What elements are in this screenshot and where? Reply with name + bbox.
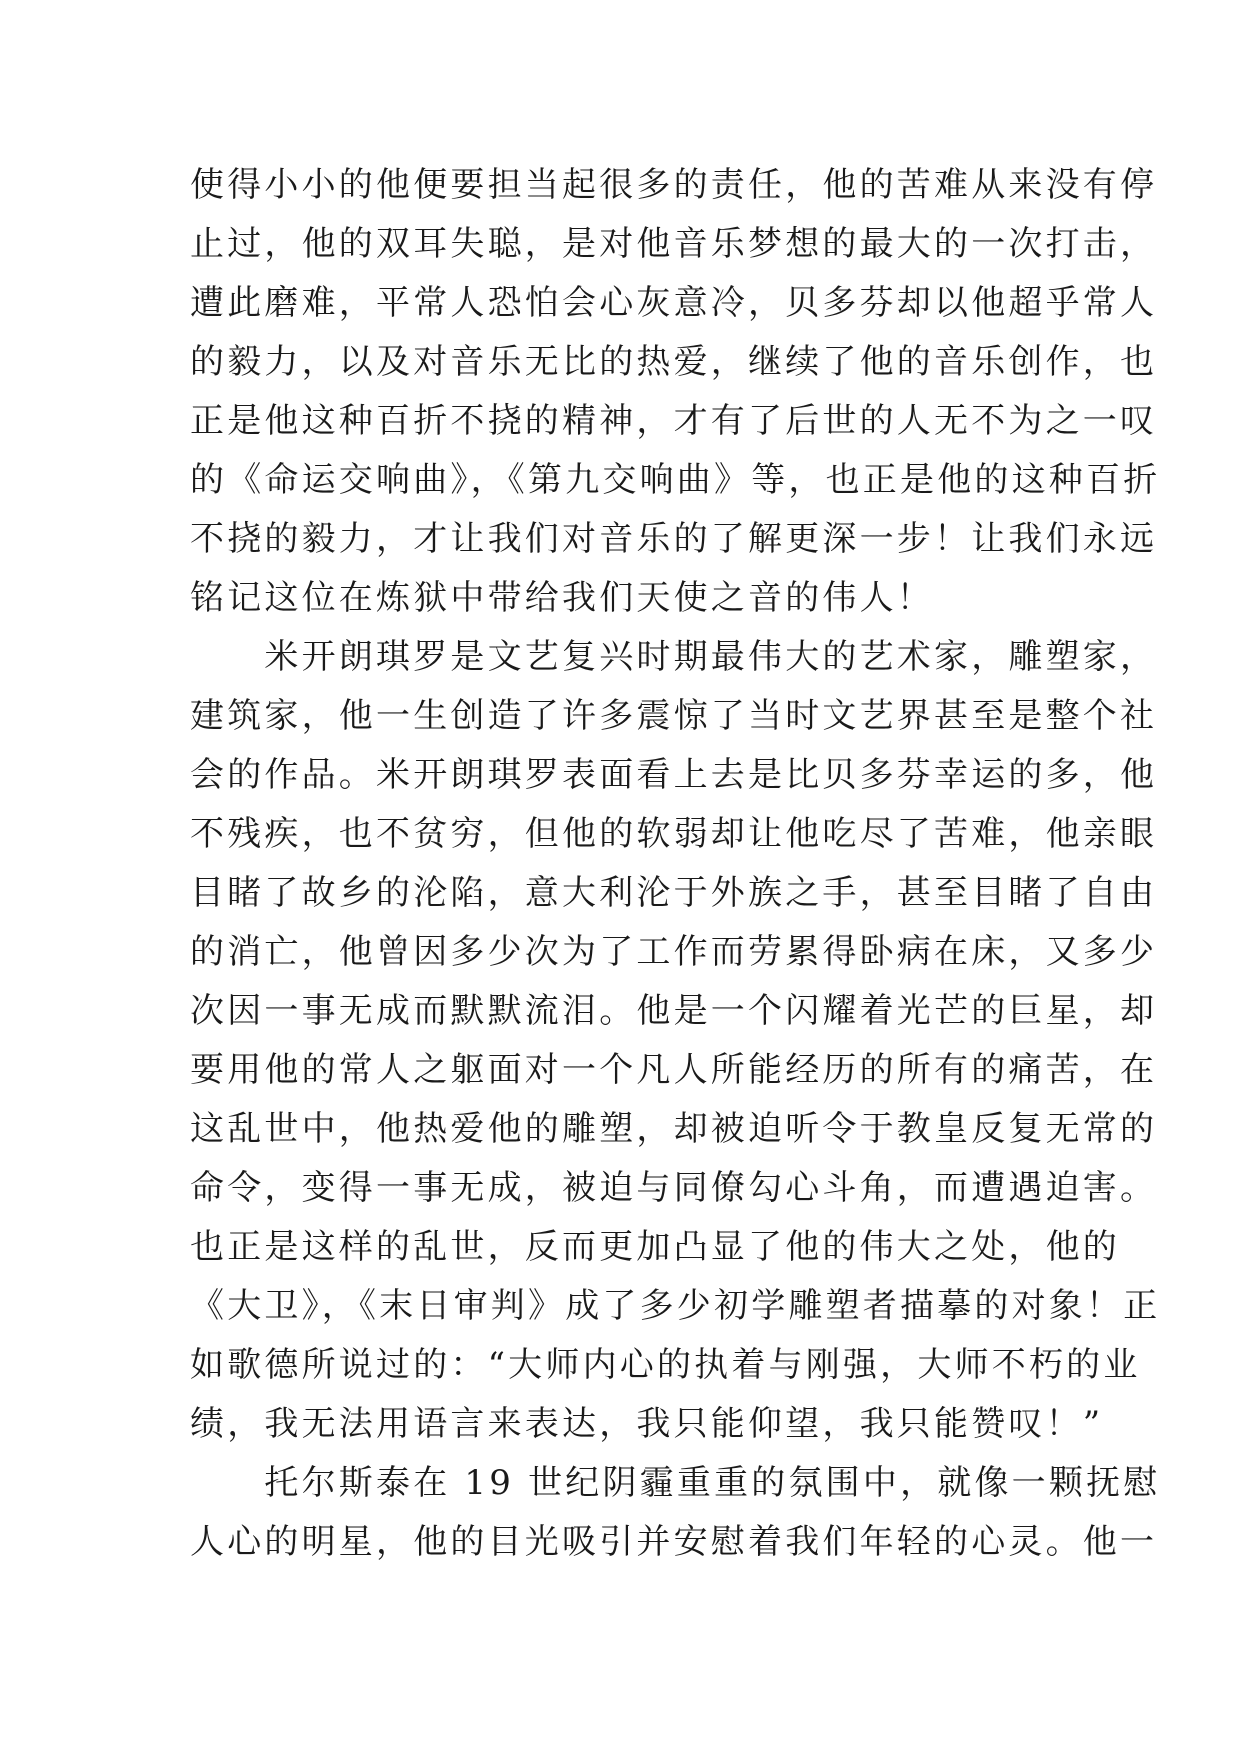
text-line: 止过，他的双耳失聪，是对他音乐梦想的最大的一次打击， [190, 224, 1158, 264]
text-line: 遭此磨难，平常人恐怕会心灰意冷，贝多芬却以他超乎常人 [190, 283, 1158, 323]
text-line: 使得小小的他便要担当起很多的责任，他的苦难从来没有停 [190, 165, 1158, 205]
body-text [190, 156, 1161, 1572]
text-line: 不残疾，也不贫穷，但他的软弱却让他吃尽了苦难，他亲眼 [190, 814, 1158, 854]
text-line: 绩，我无法用语言来表达，我只能仰望，我只能赞叹！” [190, 1404, 1104, 1444]
text-line: 也正是这样的乱世，反而更加凸显了他的伟大之处，他的 [190, 1227, 1120, 1267]
text-line: 不挠的毅力，才让我们对音乐的了解更深一步！让我们永远 [190, 519, 1158, 559]
text-line: 《大卫》，《末日审判》成了多少初学雕塑者描摹的对象！正 [190, 1286, 1161, 1326]
text-line: 如歌德所说过的：“大师内心的执着与刚强，大师不朽的业 [190, 1345, 1141, 1385]
text-line: 人心的明星，他的目光吸引并安慰着我们年轻的心灵。他一 [190, 1522, 1158, 1562]
text-line: 要用他的常人之躯面对一个凡人所能经历的所有的痛苦，在 [190, 1050, 1158, 1090]
text-line: 正是他这种百折不挠的精神，才有了后世的人无不为之一叹 [190, 401, 1158, 441]
text-line: 会的作品。米开朗琪罗表面看上去是比贝多芬幸运的多，他 [190, 755, 1158, 795]
text-line: 的《命运交响曲》，《第九交响曲》等，也正是他的这种百折 [190, 460, 1161, 500]
text-line: 目睹了故乡的沦陷，意大利沦于外族之手，甚至目睹了自由 [190, 873, 1158, 913]
text-line: 米开朗琪罗是文艺复兴时期最伟大的艺术家，雕塑家， [190, 637, 1158, 677]
text-line: 命令，变得一事无成，被迫与同僚勾心斗角，而遭遇迫害。 [190, 1168, 1158, 1208]
text-line: 的消亡，他曾因多少次为了工作而劳累得卧病在床，又多少 [190, 932, 1158, 972]
text-line: 托尔斯泰在 19 世纪阴霾重重的氛围中，就像一颗抚慰 [190, 1463, 1161, 1503]
text-line: 次因一事无成而默默流泪。他是一个闪耀着光芒的巨星，却 [190, 991, 1158, 1031]
text-line: 的毅力，以及对音乐无比的热爱，继续了他的音乐创作，也 [190, 342, 1158, 382]
text-line: 铭记这位在炼狱中带给我们天使之音的伟人！ [190, 578, 934, 618]
text-line: 建筑家，他一生创造了许多震惊了当时文艺界甚至是整个社 [190, 696, 1158, 736]
text-line: 这乱世中，他热爱他的雕塑，却被迫听令于教皇反复无常的 [190, 1109, 1158, 1149]
